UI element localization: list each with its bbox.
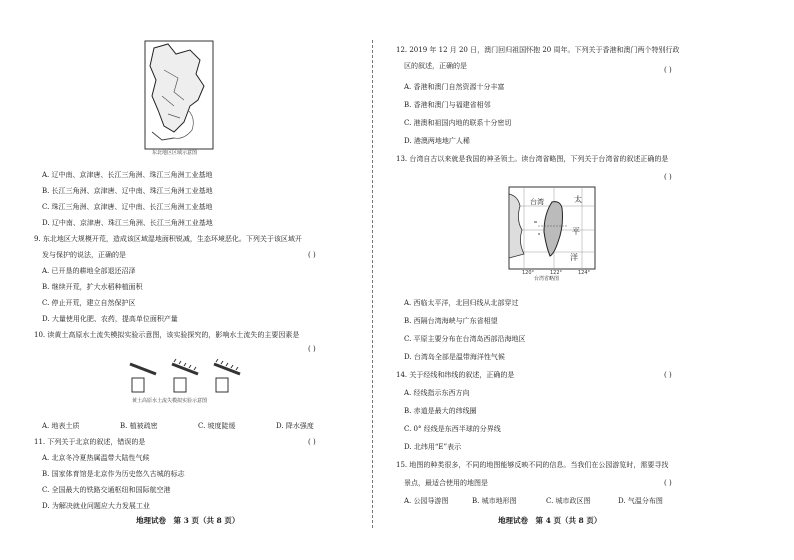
q10-option-c: C. 坡度陡缓 bbox=[198, 422, 236, 430]
q11-option-a: A. 北京冬冷夏热属温带大陆性气候 bbox=[42, 454, 150, 462]
q11-option-c: C. 全国最大的铁路交通枢纽和国际航空港 bbox=[42, 486, 171, 494]
pacific-label-yang: 洋 bbox=[570, 253, 578, 262]
q12-option-d: D. 港澳两地地广人稀 bbox=[404, 137, 470, 145]
q15-option-d: D. 气温分布图 bbox=[618, 497, 663, 505]
q10-stem: 10. 读黄土高原水土流失模拟实验示意图，该实验探究的，影响水土流失的主要因素是 bbox=[34, 331, 300, 339]
q12-stem-cont: 区的叙述，正确的是 bbox=[404, 62, 467, 70]
q9-stem: 9. 东北地区大规模开荒，造成该区域湿地面积锐减，生态环境恶化。下列关于该区域开 bbox=[34, 235, 302, 243]
q10-option-d: D. 降水强度 bbox=[276, 422, 314, 430]
q15-stem-cont: 景点，最适合使用的地图是 bbox=[404, 479, 488, 487]
experiment-figure bbox=[122, 358, 252, 406]
q13-option-c: C. 平原主要分布在台湾岛西部沿海地区 bbox=[404, 335, 526, 343]
page-4-footer: 地理试卷 第 4 页（共 8 页） bbox=[498, 516, 602, 525]
q15-option-b: B. 城市地形图 bbox=[472, 497, 517, 505]
lon-120-label: 120° bbox=[522, 270, 535, 274]
experiment-drawing bbox=[122, 358, 252, 398]
q12-answer-paren: ( ) bbox=[664, 66, 672, 74]
q11-answer-paren: ( ) bbox=[308, 438, 316, 446]
q14-option-d: D. 北纬用“E”表示 bbox=[404, 443, 462, 451]
q9-option-b: B. 继续开荒，扩大水稻种植面积 bbox=[42, 283, 143, 291]
q15-stem: 15. 地图的种类很多，不同的地图能够反映不同的信息。当我们在公园游览时，需要寻找 bbox=[396, 461, 669, 469]
lon-122-label: 122° bbox=[550, 270, 563, 274]
q11-stem: 11. 下列关于北京的叙述，错误的是 bbox=[34, 438, 146, 446]
q14-answer-paren: ( ) bbox=[664, 371, 672, 379]
q14-option-b: B. 赤道是最大的纬线圈 bbox=[404, 407, 477, 415]
lon-124-label: 124° bbox=[578, 270, 591, 274]
page-divider bbox=[372, 40, 373, 528]
q8-option-b: B. 长江三角洲、京津唐、辽中南、珠江三角洲工业基地 bbox=[42, 187, 213, 195]
taiwan-map-caption: 台湾省略图 bbox=[534, 276, 560, 282]
map-caption: 东北地区区域示意图 bbox=[152, 150, 198, 156]
q9-option-d: D. 大量使用化肥、农药，提高单位面积产量 bbox=[42, 315, 178, 323]
taiwan-map-drawing bbox=[508, 186, 596, 274]
q13-answer-paren: ( ) bbox=[664, 173, 672, 181]
q12-option-a: A. 香港和澳门自然资源十分丰富 bbox=[404, 83, 505, 91]
q13-option-a: A. 西临太平洋，北回归线从北部穿过 bbox=[404, 299, 519, 307]
experiment-caption: 黄土高原水土流失模拟实验示意图 bbox=[132, 398, 208, 404]
q8-option-d: D. 辽中南、京津唐、珠江三角洲、长江三角洲工业基地 bbox=[42, 219, 213, 227]
q14-stem: 14. 关于经线和纬线的叙述，正确的是 bbox=[396, 371, 515, 379]
northeast-map bbox=[144, 40, 214, 158]
q12-option-c: C. 港澳和祖国内地的联系十分密切 bbox=[404, 119, 512, 127]
pacific-label-tai: 太 bbox=[574, 195, 582, 204]
q8-option-c: C. 珠江三角洲、京津唐、辽中南、长江三角洲工业基地 bbox=[42, 203, 213, 211]
q11-option-b: B. 国家体育馆是北京作为历史悠久古城的标志 bbox=[42, 470, 185, 478]
q13-option-d: D. 台湾岛全部是温带海洋性气候 bbox=[404, 353, 505, 361]
northeast-map-drawing bbox=[144, 40, 214, 158]
page-3-footer: 地理试卷 第 3 页（共 8 页） bbox=[136, 516, 240, 525]
q13-stem: 13. 台湾自古以来就是我国的神圣领土。读台湾省略图，下列关于台湾省的叙述正确的是 bbox=[396, 155, 669, 163]
q9-answer-paren: ( ) bbox=[308, 251, 316, 259]
q14-option-c: C. 0° 经线是东西半球的分界线 bbox=[404, 425, 501, 433]
q11-option-d: D. 为解决就业问题应大力发展工业 bbox=[42, 502, 150, 510]
q10-answer-paren: ( ) bbox=[308, 345, 316, 353]
q15-option-c: C. 城市政区图 bbox=[546, 497, 591, 505]
q12-option-b: B. 香港和澳门与福建省相邻 bbox=[404, 101, 491, 109]
taiwan-strait-label: 台湾 bbox=[530, 198, 544, 206]
taiwan-map bbox=[508, 186, 596, 286]
q8-option-a: A. 辽中南、京津唐、长江三角洲、珠江三角洲工业基地 bbox=[42, 171, 213, 179]
q15-option-a: A. 公园导游图 bbox=[404, 497, 449, 505]
q10-option-a: A. 地表土质 bbox=[42, 422, 80, 430]
q15-answer-paren: ( ) bbox=[664, 479, 672, 487]
q13-option-b: B. 西隔台湾海峡与广东省相望 bbox=[404, 317, 498, 325]
pacific-label-ping: 平 bbox=[572, 227, 580, 236]
q9-stem-cont: 发与保护的说法，正确的是 bbox=[42, 251, 126, 259]
q10-option-b: B. 植被疏密 bbox=[120, 422, 158, 430]
q12-stem: 12. 2019 年 12 月 20 日，澳门回归祖国怀抱 20 周年。下列关于香港和澳门两个特别行政 bbox=[396, 46, 680, 54]
q14-option-a: A. 经线指示东西方向 bbox=[404, 389, 470, 397]
q9-option-a: A. 已开垦的耕地全部退还沼泽 bbox=[42, 267, 136, 275]
q9-option-c: C. 停止开荒，建立自然保护区 bbox=[42, 299, 136, 307]
